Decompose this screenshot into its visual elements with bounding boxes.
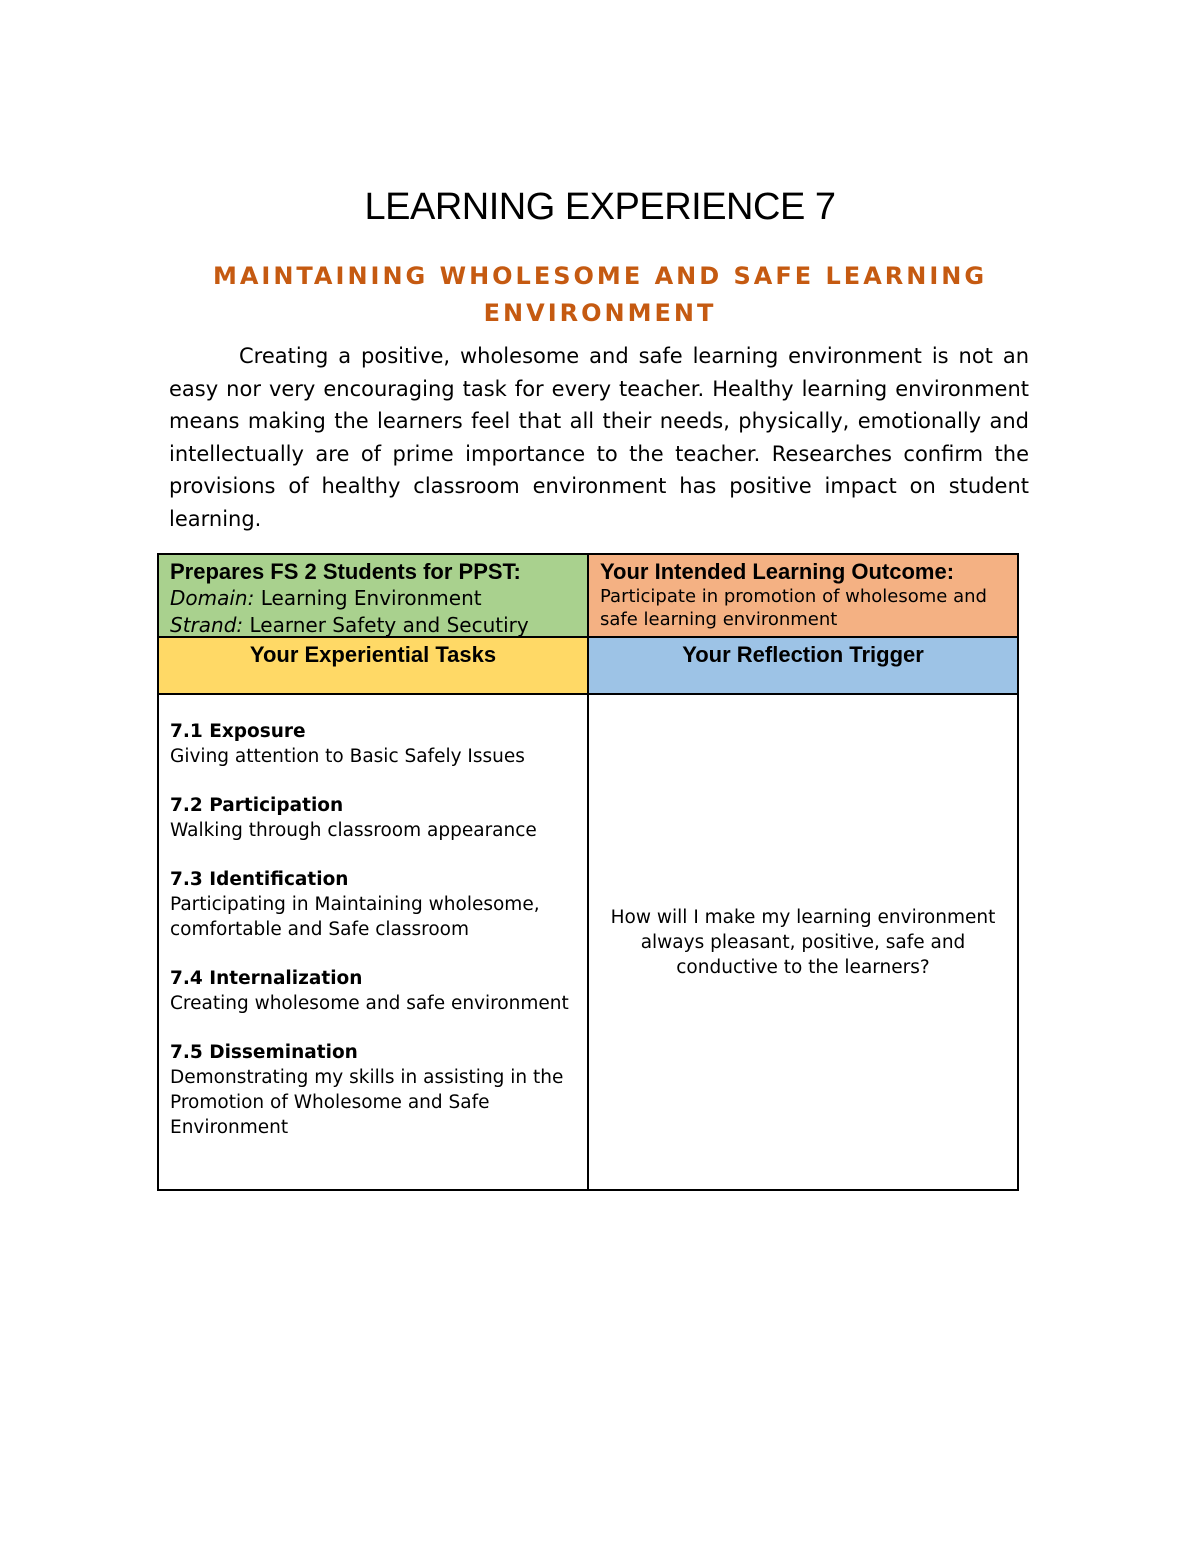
ppst-strand (170, 612, 576, 639)
ppst-domain (170, 585, 576, 612)
task-description: Demonstrating my skills in assisting in the Promotion of Wholesome and Safe Environment (170, 1067, 564, 1138)
intro-paragraph (169, 340, 1029, 536)
reflection-heading: Your Reflection Trigger (682, 642, 924, 667)
task-item (170, 793, 576, 843)
page-title: LEARNING EXPERIENCE 7 (364, 186, 836, 228)
task-item (170, 1040, 576, 1140)
task-description: Giving attention to Basic Safely Issues (170, 746, 525, 767)
strand-value: Learner Safety and Secutiry (249, 613, 529, 637)
task-title: 7.2 Participation (170, 795, 344, 816)
strand-label: Strand: (170, 613, 244, 637)
ppst-heading: Prepares FS 2 Students for PPST: (170, 559, 521, 584)
reflection-header-cell (589, 638, 1017, 695)
subtitle-line-2: ENVIRONMENT (483, 299, 717, 327)
task-item (170, 966, 576, 1016)
task-description: Participating in Maintaining wholesome, comfortable and Safe classroom (170, 894, 540, 940)
outcome-heading: Your Intended Learning Outcome: (600, 559, 955, 584)
task-title: 7.4 Internalization (170, 968, 363, 989)
learning-table (157, 553, 1019, 1191)
outcome-cell (589, 555, 1017, 638)
tasks-header-cell (159, 638, 589, 695)
section-subtitle (200, 258, 1000, 332)
task-item (170, 719, 576, 769)
domain-label: Domain: (170, 586, 255, 610)
task-title: 7.1 Exposure (170, 721, 306, 742)
subtitle-line-1: MAINTAINING WHOLESOME AND SAFE LEARNING (212, 262, 988, 290)
task-title: 7.5 Dissemination (170, 1042, 358, 1063)
tasks-cell (159, 695, 589, 1189)
task-title: 7.3 Identification (170, 869, 349, 890)
task-description: Walking through classroom appearance (170, 820, 537, 841)
task-description: Creating wholesome and safe environment (170, 993, 569, 1014)
tasks-heading: Your Experiential Tasks (249, 642, 497, 667)
reflection-cell (589, 695, 1017, 1189)
domain-value: Learning Environment (260, 586, 482, 610)
ppst-cell (159, 555, 589, 638)
task-item (170, 867, 576, 942)
reflection-trigger-text: How will I make my learning environment always pleasant, positive, safe and conductive to the learners? (610, 906, 996, 978)
intro-text: Creating a positive, wholesome and safe learning environment is not an easy nor very encouraging task for every teacher. Healthy learning environment means making the learners feel that all their needs, physically, emotionally and intellectually are of prime importance to the teacher. Researches confirm the provisions of healthy classroom environment has positive impact on student learning. (169, 344, 1029, 531)
outcome-text: Participate in promotion of wholesome and safe learning environment (600, 586, 987, 630)
